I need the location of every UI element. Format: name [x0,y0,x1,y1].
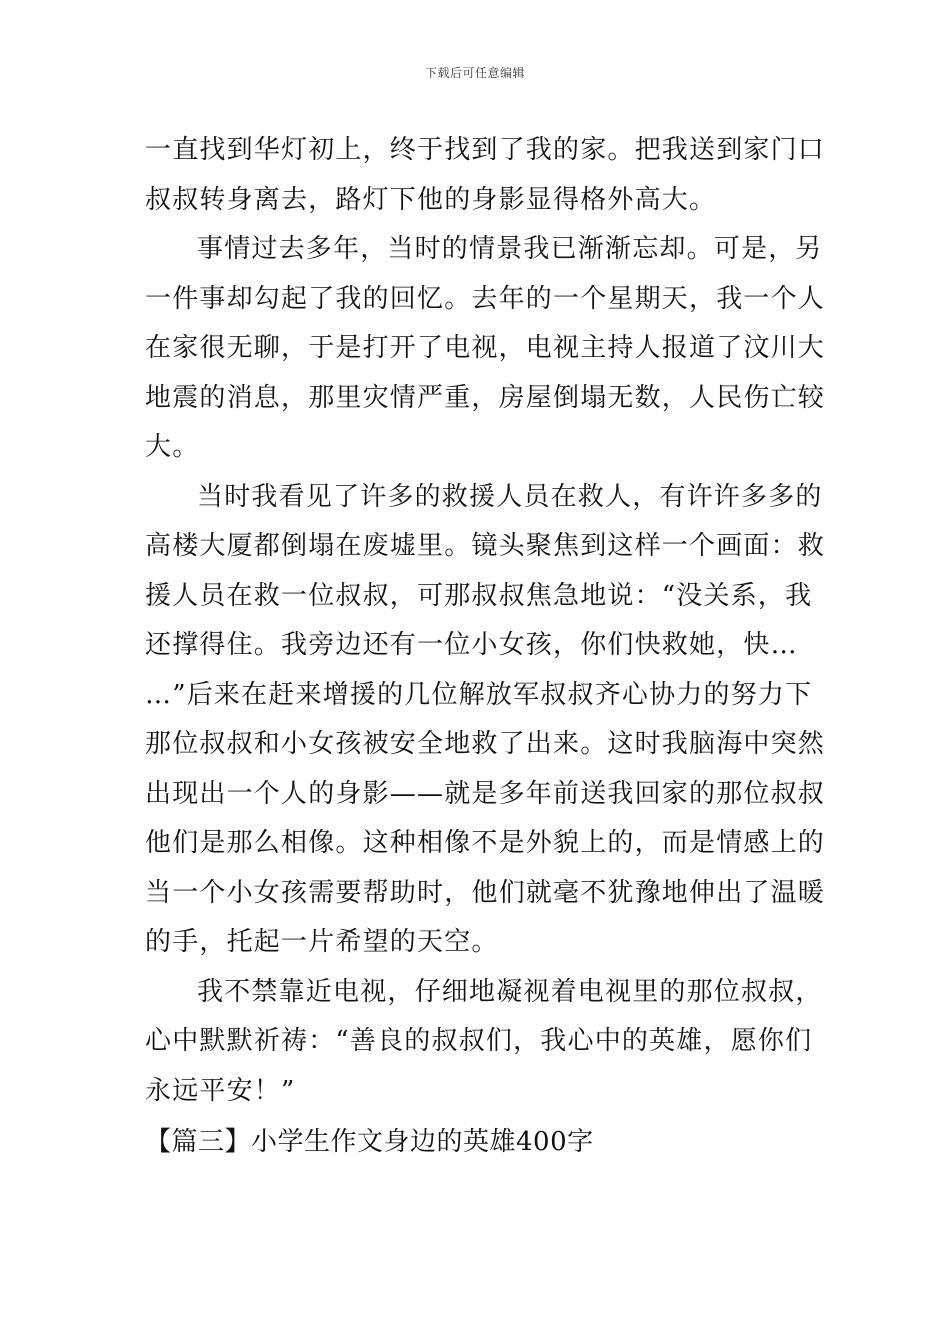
text-line: 大。 [145,432,200,462]
paragraph-start-line: 当时我看见了许多的救援人员在救人，有许许多多的 [197,481,823,512]
text-line: 在家很无聊，于是打开了电视，电视主持人报道了汶川大 [145,333,826,363]
text-line: 那位叔叔和小女孩被安全地救了出来。这时我脑海中突然 [145,729,826,759]
text-line: 永远平安！” [145,1075,296,1106]
text-line: 地震的消息，那里灾情严重，房屋倒塌无数，人民伤亡较 [145,382,826,413]
paragraph-start-line: 事情过去多年，当时的情景我已渐渐忘却。可是，另 [197,234,823,264]
section-heading: 【篇三】小学生作文身边的英雄400字 [145,1127,594,1157]
text-line: 当一个小女孩需要帮助时，他们就毫不犹豫地伸出了温暖 [145,877,826,908]
text-line: 高楼大厦都倒塌在废墟里。镜头聚焦到这样一个画面：救 [145,531,826,561]
text-line: 的手，托起一片希望的天空。 [145,927,499,957]
text-line: 叔叔转身离去，路灯下他的身影显得格外高大。 [145,184,717,215]
text-line: 援人员在救一位叔叔，可那叔叔焦急地说：“没关系，我 [145,580,813,611]
text-line: 还撑得住。我旁边还有一位小女孩，你们快救她，快… [145,630,798,660]
text-line: 出现出一个人的身影——就是多年前送我回家的那位叔叔 [145,778,826,809]
text-line: 心中默默祈祷：“善良的叔叔们，我心中的英雄，愿你们 [145,1026,813,1056]
page-header-note: 下载后可任意编辑 [424,66,525,80]
text-line: 一件事却勾起了我的回忆。去年的一个星期天，我一个人 [145,283,826,314]
text-line: 一直找到华灯初上，终于找到了我的家。把我送到家门口 [145,135,826,165]
paragraph-start-line: 我不禁靠近电视，仔细地凝视着电视里的那位叔叔， [197,976,823,1007]
text-line: 他们是那么相像。这种相像不是外貌上的，而是情感上的 [145,828,826,858]
essay-body [145,126,826,1116]
text-line: …”后来在赶来增援的几位解放军叔叔齐心协力的努力下 [145,679,813,710]
